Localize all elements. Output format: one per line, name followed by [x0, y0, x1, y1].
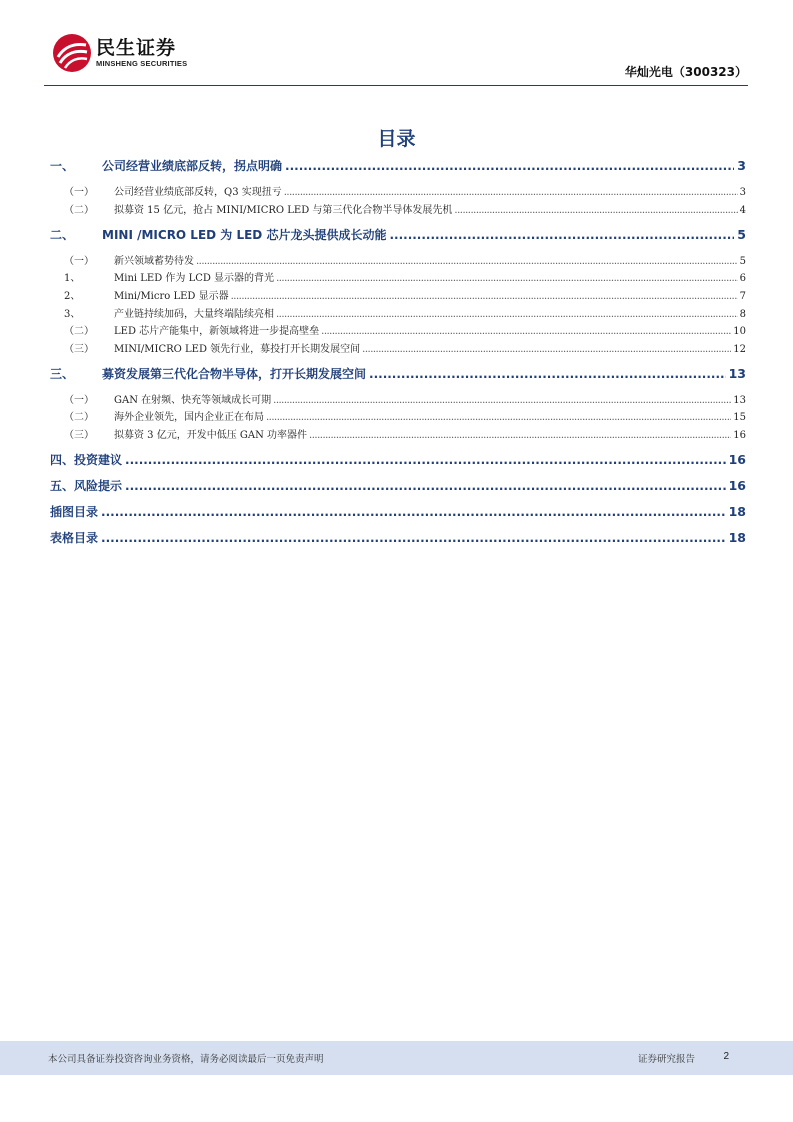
logo-name-en: MINSHENG SECURITIES	[96, 59, 188, 68]
toc-leader-dots	[321, 326, 731, 337]
toc-entry-page: 5	[737, 227, 746, 242]
toc-entry-page: 3	[739, 187, 746, 198]
toc-entry-label: 募资发展第三代化合物半导体，打开长期发展空间	[102, 367, 367, 381]
page-footer	[0, 1041, 793, 1075]
toc-leader-dots	[266, 412, 731, 423]
toc-entry-subsection[interactable]	[64, 391, 746, 407]
toc-leader-dots	[285, 159, 734, 173]
toc-leader-dots	[231, 291, 738, 302]
toc-title: 目录	[377, 128, 416, 150]
toc-entry-page: 7	[739, 291, 746, 302]
toc-entry-label: 公司经营业绩底部反转，拐点明确	[102, 159, 283, 173]
minsheng-logo-icon	[52, 33, 92, 73]
logo-name-cn: 民生证券	[96, 37, 177, 59]
toc-entry-label: 拟募资 15 亿元，抢占 MINI/MICRO LED 与第三代化合物半导体发展先机	[114, 205, 453, 216]
toc-entry-number: （一）	[64, 187, 94, 198]
toc-entry-number: 二、	[50, 228, 75, 242]
toc-entry-number: （三）	[64, 430, 94, 441]
toc-entry-label: 插图目录	[50, 505, 99, 519]
toc-entry-section[interactable]	[50, 365, 746, 385]
minsheng-logo	[52, 33, 187, 73]
toc-entry-section[interactable]	[50, 503, 746, 523]
toc-entry-page: 5	[739, 256, 746, 267]
toc-entry-subsection[interactable]	[64, 287, 746, 303]
toc-entry-number: （一）	[64, 395, 94, 406]
toc-entry-section[interactable]	[50, 226, 746, 246]
footer-disclaimer: 本公司具备证券投资咨询业务资格，请务必阅读最后一页免责声明	[48, 1054, 324, 1065]
toc-leader-dots	[369, 367, 726, 381]
toc-entry-page: 3	[737, 158, 746, 173]
toc-leader-dots	[101, 505, 726, 519]
toc-entry-page: 15	[733, 412, 746, 423]
toc-entry-number: 3、	[64, 309, 81, 320]
header-divider	[44, 85, 748, 86]
page-header	[0, 0, 793, 90]
toc-entry-page: 16	[733, 430, 746, 441]
toc-entry-subsection[interactable]	[64, 408, 746, 424]
toc-leader-dots	[284, 187, 738, 198]
toc-leader-dots	[125, 479, 726, 493]
toc-leader-dots	[101, 531, 726, 545]
toc-entry-subsection[interactable]	[64, 269, 746, 285]
toc-entry-number: 1、	[64, 273, 81, 284]
toc-entry-label: Mini LED 作为 LCD 显示器的背光	[114, 273, 275, 284]
toc-leader-dots	[276, 273, 738, 284]
footer-page-number: 2	[723, 1051, 729, 1062]
toc-entry-label: 新兴领域蓄势待发	[114, 256, 194, 267]
toc-leader-dots	[454, 205, 737, 216]
toc-entry-number: 一、	[50, 159, 75, 173]
toc-entry-subsection[interactable]	[64, 252, 746, 268]
company-title: 华灿光电（300323）	[624, 65, 747, 79]
toc-entry-subsection[interactable]	[64, 305, 746, 321]
footer-report-type: 证券研究报告	[637, 1054, 695, 1065]
toc-entry-page: 18	[728, 530, 746, 545]
toc-entry-label: Mini/Micro LED 显示器	[114, 291, 229, 302]
toc-entry-page: 6	[739, 273, 746, 284]
toc-leader-dots	[389, 228, 734, 242]
toc-entry-page: 8	[739, 309, 746, 320]
toc-entry-page: 13	[733, 395, 746, 406]
toc-entry-number: （二）	[64, 205, 94, 216]
toc-entry-label: MINI/MICRO LED 领先行业，募投打开长期发展空间	[114, 344, 361, 355]
toc-entry-subsection[interactable]	[64, 322, 746, 338]
toc-entry-page: 12	[733, 344, 746, 355]
toc-entry-subsection[interactable]	[64, 183, 746, 199]
toc-leader-dots	[309, 430, 731, 441]
toc-entry-label: 拟募资 3 亿元，开发中低压 GAN 功率器件	[114, 430, 308, 441]
toc-entry-page: 16	[728, 452, 746, 467]
toc-entry-page: 16	[728, 478, 746, 493]
toc-entry-number: （三）	[64, 344, 94, 355]
toc-entry-page: 18	[728, 504, 746, 519]
toc-leader-dots	[276, 309, 738, 320]
toc-entry-section[interactable]	[50, 451, 746, 471]
toc-leader-dots	[362, 344, 731, 355]
toc-entry-subsection[interactable]	[64, 340, 746, 356]
toc-entry-number: 三、	[50, 367, 75, 381]
toc-entry-label: GAN 在射频、快充等领域成长可期	[114, 395, 272, 406]
toc-entry-label: 五、风险提示	[50, 479, 123, 493]
toc-entry-number: （二）	[64, 326, 94, 337]
toc-leader-dots	[196, 256, 738, 267]
toc-entry-label: 公司经营业绩底部反转，Q3 实现扭亏	[114, 187, 282, 198]
toc-entry-section[interactable]	[50, 157, 746, 177]
toc-entry-label: MINI /MICRO LED 为 LED 芯片龙头提供成长动能	[102, 228, 387, 242]
toc-leader-dots	[125, 453, 726, 467]
toc-entry-label: 表格目录	[50, 531, 99, 545]
toc-entry-label: LED 芯片产能集中，新领域将进一步提高壁垒	[114, 326, 320, 337]
toc-entry-section[interactable]	[50, 477, 746, 497]
toc-entry-page: 10	[733, 326, 746, 337]
toc-entry-label: 海外企业领先，国内企业正在布局	[114, 412, 264, 423]
toc-entry-subsection[interactable]	[64, 201, 746, 217]
toc-leader-dots	[273, 395, 731, 406]
toc-entry-label: 四、投资建议	[50, 453, 123, 467]
toc-entry-number: 2、	[64, 291, 81, 302]
toc-entry-subsection[interactable]	[64, 426, 746, 442]
toc-entry-page: 13	[728, 366, 746, 381]
toc-entry-page: 4	[739, 205, 746, 216]
toc-entry-number: （一）	[64, 256, 94, 267]
toc-entry-label: 产业链持续加码，大量终端陆续亮相	[114, 309, 274, 320]
toc-entry-section[interactable]	[50, 529, 746, 549]
toc-entry-number: （二）	[64, 412, 94, 423]
